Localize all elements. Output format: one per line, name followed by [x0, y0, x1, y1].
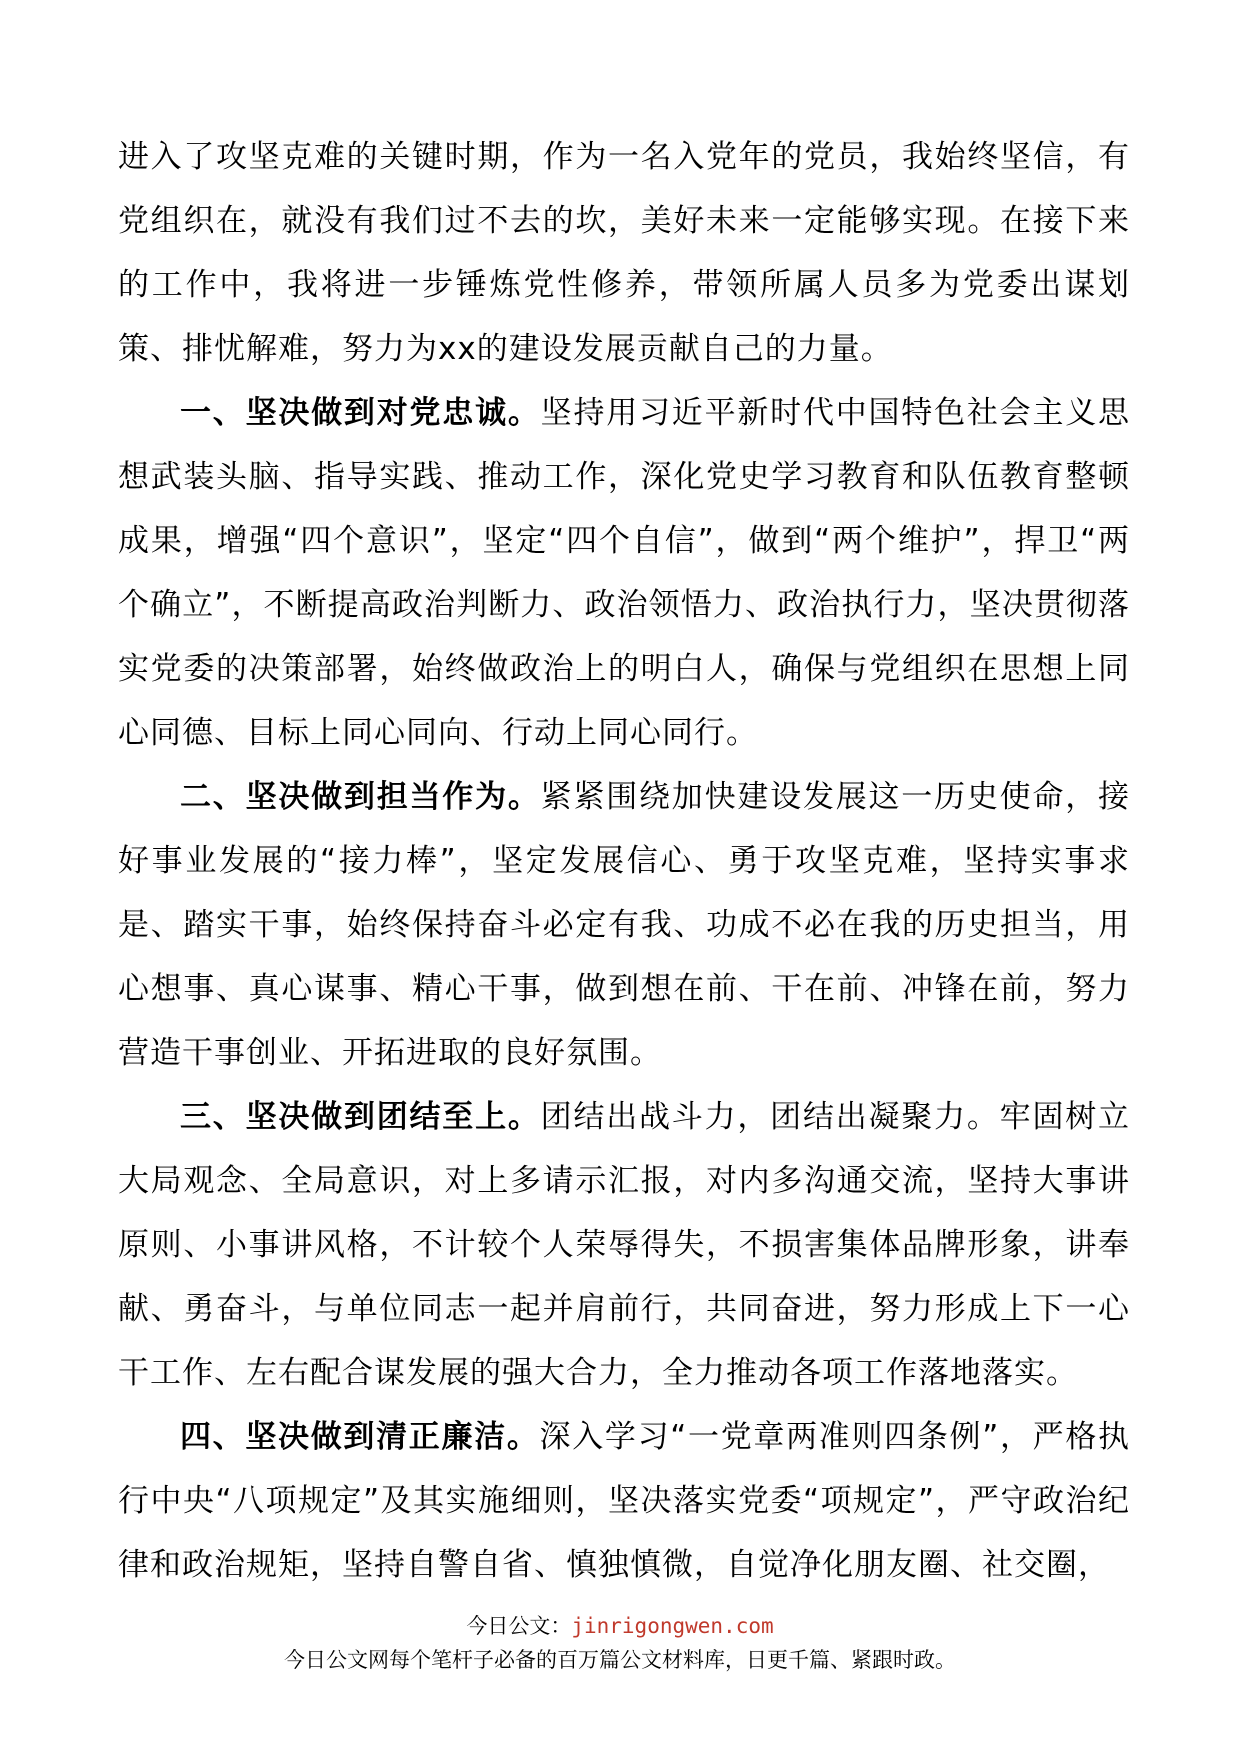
paragraph-integrity	[118, 1405, 1130, 1597]
footer-site-link[interactable]: jinrigongwen.com	[571, 1614, 774, 1638]
paragraph-loyalty-text: 坚持用习近平新时代中国特色社会主义思想武装头脑、指导实践、推动工作，深化党史学习教育和队伍教育整顿成果，增强“四个意识”，坚定“四个自信”，做到“两个维护”，捍卫“两个确立”，不断提高政治判断力、政治领悟力、政治执行力，坚决贯彻落实党委的决策部署，始终做政治上的明白人，确保与党组织在思想上同心同德、目标上同心同向、行动上同心同行。	[118, 395, 1131, 751]
footer-site	[0, 1610, 1240, 1640]
footer-tagline: 今日公文网每个笔杆子必备的百万篇公文材料库，日更千篇、紧跟时政。	[284, 1648, 956, 1672]
paragraph-intro	[118, 125, 1130, 381]
paragraph-responsibility	[118, 765, 1130, 1085]
footer-site-label: 今日公文：	[466, 1614, 572, 1638]
paragraph-unity-heading: 三、坚决做到团结至上。	[180, 1099, 541, 1135]
paragraph-responsibility-heading: 二、坚决做到担当作为。	[180, 779, 541, 815]
document-body	[118, 125, 1130, 1597]
paragraph-integrity-text: 深入学习“一党章两准则四条例”，严格执行中央“八项规定”及其实施细则，坚决落实党委“项规定”，严守政治纪律和政治规矩，坚持自警自省、慎独慎微，自觉净化朋友圈、社交圈，	[118, 1419, 1131, 1583]
paragraph-responsibility-text: 紧紧围绕加快建设发展这一历史使命，接好事业发展的“接力棒”，坚定发展信心、勇于攻坚克难，坚持实事求是、踏实干事，始终保持奋斗必定有我、功成不必在我的历史担当，用心想事、真心谋事、精心干事，做到想在前、干在前、冲锋在前，努力营造干事创业、开拓进取的良好氛围。	[118, 779, 1131, 1071]
paragraph-unity-text: 团结出战斗力，团结出凝聚力。牢固树立大局观念、全局意识，对上多请示汇报，对内多沟通交流，坚持大事讲原则、小事讲风格，不计较个人荣辱得失，不损害集体品牌形象，讲奉献、勇奋斗，与单位同志一起并肩前行，共同奋进，努力形成上下一心干工作、左右配合谋发展的强大合力，全力推动各项工作落地落实。	[118, 1099, 1131, 1391]
paragraph-loyalty	[118, 381, 1130, 765]
paragraph-unity	[118, 1085, 1130, 1405]
paragraph-integrity-heading: 四、坚决做到清正廉洁。	[180, 1419, 540, 1455]
paragraph-loyalty-heading: 一、坚决做到对党忠诚。	[180, 395, 541, 431]
paragraph-intro-text: 进入了攻坚克难的关键时期，作为一名入党年的党员，我始终坚信，有党组织在，就没有我们过不去的坎，美好未来一定能够实现。在接下来的工作中，我将进一步锤炼党性修养，带领所属人员多为党委出谋划策、排忧解难，努力为xx的建设发展贡献自己的力量。	[118, 139, 1130, 367]
